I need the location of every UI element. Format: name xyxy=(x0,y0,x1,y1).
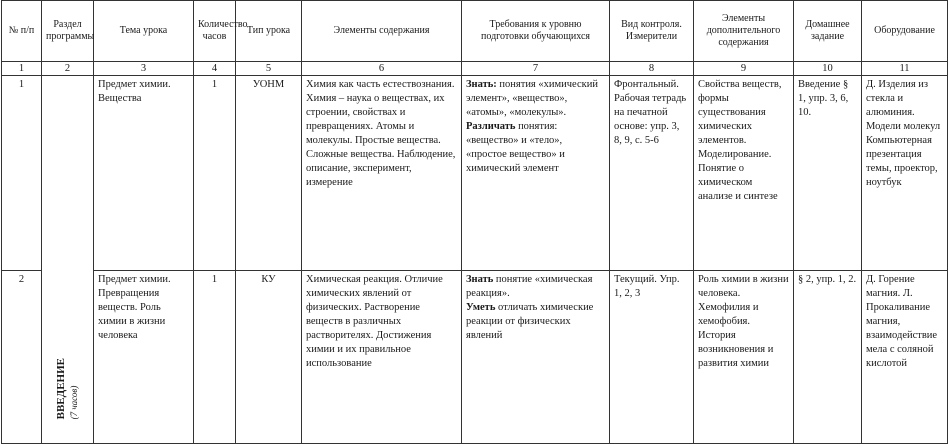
lesson-control: Фронтальный. Рабочая тетрадь на печатной основе: упр. 3, 8, 9, с. 5-6 xyxy=(610,76,694,271)
column-number: 1 xyxy=(2,62,42,76)
column-number: 3 xyxy=(94,62,194,76)
section-title: ВВЕДЕНИЕ xyxy=(54,357,67,419)
lesson-num: 1 xyxy=(2,76,42,271)
column-number: 9 xyxy=(694,62,794,76)
req-label: Знать: xyxy=(466,79,497,90)
lesson-num: 2 xyxy=(2,271,42,444)
lesson-type: УОНМ xyxy=(236,76,302,271)
column-number: 7 xyxy=(462,62,610,76)
column-number: 6 xyxy=(302,62,462,76)
header-requirements: Требования к уровню подготовки обучающихся xyxy=(462,1,610,62)
header-extra: Элементы дополнительного содержания xyxy=(694,1,794,62)
lesson-content: Химия как часть естествознания. Химия – наука о веществах, их строении, свойствах и превращениях. Атомы и молекулы. Простые вещества. Сложные вещества. Наблюдение, описание, эксперимент, измерение xyxy=(302,76,462,271)
section-label xyxy=(55,358,81,419)
header-type: Тип урока xyxy=(236,1,302,62)
header-equipment: Оборудование xyxy=(862,1,948,62)
column-number: 5 xyxy=(236,62,302,76)
header-content: Элементы содержания xyxy=(302,1,462,62)
req-label: Уметь xyxy=(466,302,496,313)
lesson-plan-table xyxy=(1,0,948,444)
lesson-hours: 1 xyxy=(194,76,236,271)
column-number: 2 xyxy=(42,62,94,76)
lesson-extra: Роль химии в жизни человека. Хемофилия и хемофобия. История возникновения и развития химии xyxy=(694,271,794,444)
lesson-equipment: Д. Изделия из стекла и алюминия. Модели молекул Компьютерная презентация темы, проектор, ноутбук xyxy=(862,76,948,271)
header-num: № п/п xyxy=(2,1,42,62)
header-topic: Тема урока xyxy=(94,1,194,62)
header-hours: Количество часов xyxy=(194,1,236,62)
req-text: понятия «химический элемент», «вещество», «атомы», «молекулы». xyxy=(466,79,598,118)
header-row xyxy=(2,1,948,62)
column-number-row xyxy=(2,62,948,76)
req-text: отличать химические реакции от физических явлений xyxy=(466,302,594,341)
column-number: 4 xyxy=(194,62,236,76)
column-number: 8 xyxy=(610,62,694,76)
section-hours: (7 часов) xyxy=(68,385,79,419)
lesson-requirements xyxy=(462,76,610,271)
header-homework: Домашнее задание xyxy=(794,1,862,62)
table-row xyxy=(2,271,948,444)
header-section: Раздел программы xyxy=(42,1,94,62)
lesson-hours: 1 xyxy=(194,271,236,444)
header-control: Вид контроля. Измерители xyxy=(610,1,694,62)
lesson-type: КУ xyxy=(236,271,302,444)
req-text: понятия: «вещество» и «тело», «простое вещество» и химический элемент xyxy=(466,121,565,174)
lesson-control: Текущий. Упр. 1, 2, 3 xyxy=(610,271,694,444)
lesson-content: Химическая реакция. Отличие химических явлений от физических. Растворение веществ в различных растворителях. Достижения химии и их правильное использование xyxy=(302,271,462,444)
lesson-requirements xyxy=(462,271,610,444)
lesson-homework: § 2, упр. 1, 2. xyxy=(794,271,862,444)
lesson-topic: Предмет химии. Вещества xyxy=(94,76,194,271)
section-cell xyxy=(42,76,94,444)
table-row xyxy=(2,76,948,271)
column-number: 11 xyxy=(862,62,948,76)
req-label: Знать xyxy=(466,274,494,285)
column-number: 10 xyxy=(794,62,862,76)
req-label: Различать xyxy=(466,121,516,132)
lesson-homework: Введение § 1, упр. 3, 6, 10. xyxy=(794,76,862,271)
req-text: понятие «химическая реакция». xyxy=(466,274,593,299)
lesson-topic: Предмет химии. Превращения веществ. Роль химии в жизни человека xyxy=(94,271,194,444)
lesson-extra: Свойства веществ, формы существования химических элементов. Моделирование. Понятие о химическом анализе и синтезе xyxy=(694,76,794,271)
lesson-equipment: Д. Горение магния. Л. Прокаливание магния, взаимодействие мела с соляной кислотой xyxy=(862,271,948,444)
